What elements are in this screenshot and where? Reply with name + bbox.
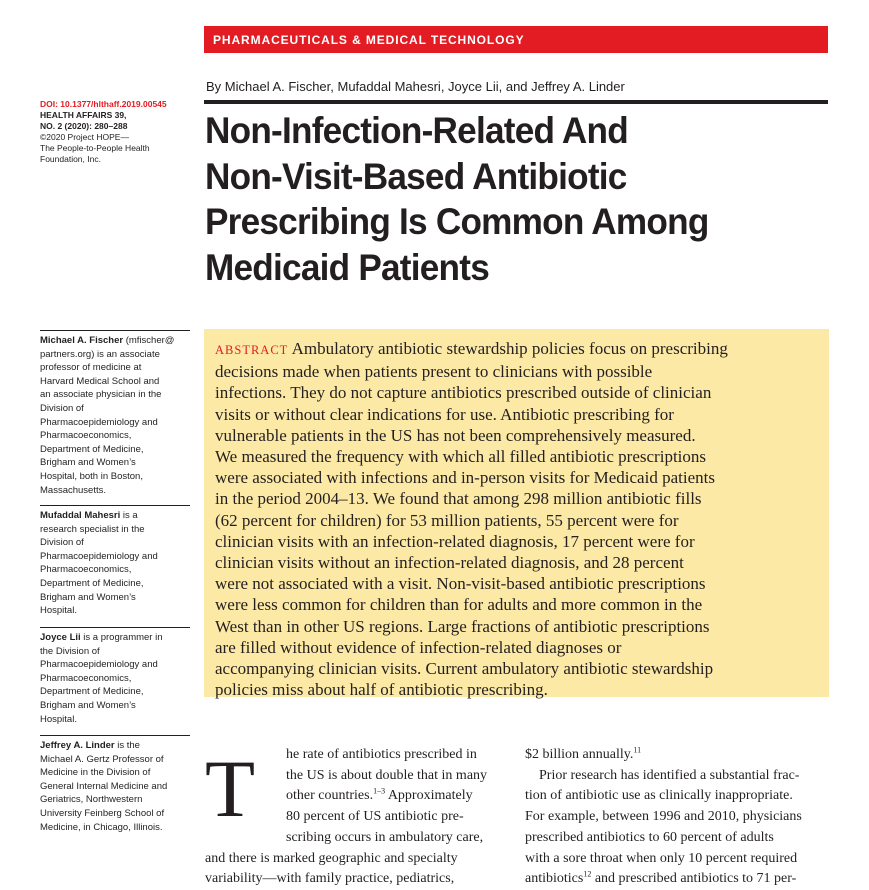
journal-issue: NO. 2 (2020): 280–288 <box>40 121 128 131</box>
abstract-text: Ambulatory antibiotic stewardship policies focus on prescribing <box>288 339 728 358</box>
body-text: Approximately <box>385 788 473 804</box>
body-line: the US is about double that in many <box>286 767 488 783</box>
body-text: and prescribed antibiotics to 71 per- <box>591 871 797 887</box>
title-line: Non-Visit-Based Antibiotic <box>205 155 627 197</box>
bio-line: Pharmacoepidemiology and <box>40 659 158 671</box>
body-text: antibiotics <box>525 871 584 887</box>
bio-line: Medicine in the Division of <box>40 767 151 779</box>
abstract-line: were less common for children than for adults and more common in the <box>215 595 703 615</box>
abstract-line: infections. They do not capture antibiotics prescribed outside of clinician <box>215 383 712 403</box>
bio-line: research specialist in the <box>40 523 145 535</box>
body-line: prescribed antibiotics to 60 percent of adults <box>525 829 774 845</box>
author-divider <box>40 735 190 736</box>
article-title <box>205 108 813 290</box>
abstract-line: decisions made when patients present to clinicians with possible <box>215 362 653 382</box>
author-name: Michael A. Fischer <box>40 335 124 346</box>
abstract-box <box>204 329 829 700</box>
doi-link[interactable]: DOI: 10.1377/hlthaff.2019.00545 <box>40 99 167 109</box>
citation[interactable]: 11 <box>633 745 642 755</box>
body-text: other countries. <box>286 788 374 804</box>
bio-line: Hospital. <box>40 605 77 617</box>
abstract-line: clinician visits with an infection-related diagnosis, 17 percent were for <box>215 531 695 551</box>
bio-line: Hospital. <box>40 713 77 725</box>
bio-line: Pharmacoeconomics, <box>40 430 132 442</box>
body-column-2 <box>525 745 830 890</box>
article-metadata <box>40 99 200 165</box>
copyright: ©2020 Project HOPE— <box>40 132 129 142</box>
drop-cap: T <box>205 743 256 834</box>
body-line: tion of antibiotic use as clinically inappropriate. <box>525 788 793 804</box>
abstract-line: clinician visits without an infection-related diagnosis, and 28 percent <box>215 553 684 573</box>
bio-line[interactable]: (mfischer@ <box>123 335 175 346</box>
abstract-label: ABSTRACT <box>215 343 289 357</box>
abstract-line <box>215 338 829 361</box>
author-bio <box>40 735 190 834</box>
title-rule <box>204 100 828 104</box>
bio-line: Brigham and Women’s <box>40 591 136 603</box>
abstract-line: West than in other US regions. Large fractions of antibiotic prescriptions <box>215 616 710 636</box>
bio-line: Division of <box>40 537 84 549</box>
abstract-line: vulnerable patients in the US has not been comprehensively measured. <box>215 425 696 445</box>
bio-line: Brigham and Women’s <box>40 699 136 711</box>
bio-line: General Internal Medicine and <box>40 780 168 792</box>
author-bio <box>40 627 190 726</box>
bio-line: Pharmacoeconomics, <box>40 672 132 684</box>
bio-line: an associate physician in the <box>40 389 162 401</box>
foundation-line-2: Foundation, Inc. <box>40 154 101 164</box>
section-banner <box>204 26 828 53</box>
abstract-line: visits or without clear indications for use. Antibiotic prescribing for <box>215 404 674 424</box>
abstract-line: accompanying clinician visits. Current ambulatory antibiotic stewardship <box>215 659 714 679</box>
author-divider <box>40 330 190 331</box>
bio-line: Department of Medicine, <box>40 686 144 698</box>
abstract-line: We measured the frequency with which all filled antibiotic prescriptions <box>215 447 706 467</box>
body-line: he rate of antibiotics prescribed in <box>286 747 477 762</box>
title-line: Medicaid Patients <box>205 246 489 288</box>
bio-line: Department of Medicine, <box>40 443 144 455</box>
body-line: and there is marked geographic and specialty <box>205 850 458 866</box>
bio-line: professor of medicine at <box>40 362 142 374</box>
citation[interactable]: 1–3 <box>373 786 386 796</box>
bio-line: Harvard Medical School and <box>40 375 160 387</box>
foundation-line-1: The People-to-People Health <box>40 143 150 153</box>
section-label: PHARMACEUTICALS & MEDICAL TECHNOLOGY <box>213 33 525 47</box>
bio-line: Division of <box>40 402 84 414</box>
bio-line: Michael A. Gertz Professor of <box>40 753 164 765</box>
abstract-line: were not associated with a visit. Non-visit-based antibiotic prescriptions <box>215 574 706 594</box>
body-line: with a sore throat when only 10 percent required <box>525 850 798 866</box>
author-divider <box>40 627 190 628</box>
bio-line: Pharmacoepidemiology and <box>40 416 158 428</box>
author-bio <box>40 505 190 618</box>
author-bio <box>40 330 190 497</box>
body-column-1 <box>205 745 507 890</box>
bio-line: Hospital, both in Boston, <box>40 470 143 482</box>
abstract-line: (62 percent for children) for 53 million patients, 55 percent were for <box>215 510 679 530</box>
bio-line: Brigham and Women’s <box>40 457 136 469</box>
body-line: 80 percent of US antibiotic pre- <box>286 809 464 825</box>
bio-line: partners.org) is an associate <box>40 348 160 360</box>
body-line <box>525 869 830 890</box>
title-line: Prescribing Is Common Among <box>205 201 709 242</box>
bio-line: University Feinberg School of <box>40 807 165 819</box>
body-text: $2 billion annually. <box>525 747 634 762</box>
bio-line: is the <box>114 740 140 751</box>
bio-line: is a programmer in <box>80 632 163 643</box>
bio-line: Medicine, in Chicago, Illinois. <box>40 821 163 833</box>
journal-volume: HEALTH AFFAIRS 39, <box>40 110 127 120</box>
bio-line: is a <box>120 510 138 521</box>
author-name: Jeffrey A. Linder <box>40 740 115 751</box>
author-name: Joyce Lii <box>40 632 81 643</box>
body-line <box>525 745 830 766</box>
abstract-line: were associated with infections and in-person visits for Medicaid patients <box>215 468 715 488</box>
byline: By Michael A. Fischer, Mufaddal Mahesri, Joyce Lii, and Jeffrey A. Linder <box>206 79 625 94</box>
bio-line: Massachusetts. <box>40 484 106 496</box>
author-divider <box>40 505 190 506</box>
bio-line: Department of Medicine, <box>40 577 144 589</box>
abstract-line: in the period 2004–13. We found that among 298 million antibiotic fills <box>215 489 702 509</box>
bio-line: Pharmacoeconomics, <box>40 564 132 576</box>
body-line: Prior research has identified a substantial frac- <box>539 767 800 783</box>
citation[interactable]: 12 <box>583 869 592 879</box>
author-name: Mufaddal Mahesri <box>40 510 121 521</box>
bio-line: Geriatrics, Northwestern <box>40 794 143 806</box>
body-line: scribing occurs in ambulatory care, <box>286 829 484 845</box>
abstract-line: policies miss about half of antibiotic prescribing. <box>215 680 548 700</box>
bio-line: Pharmacoepidemiology and <box>40 550 158 562</box>
abstract-line: are filled without evidence of infection-related diagnoses or <box>215 637 622 657</box>
body-line: variability—with family practice, pediatrics, <box>205 871 455 887</box>
title-line: Non-Infection-Related And <box>205 110 628 151</box>
bio-line: the Division of <box>40 645 100 657</box>
body-line: For example, between 1996 and 2010, physicians <box>525 809 802 825</box>
